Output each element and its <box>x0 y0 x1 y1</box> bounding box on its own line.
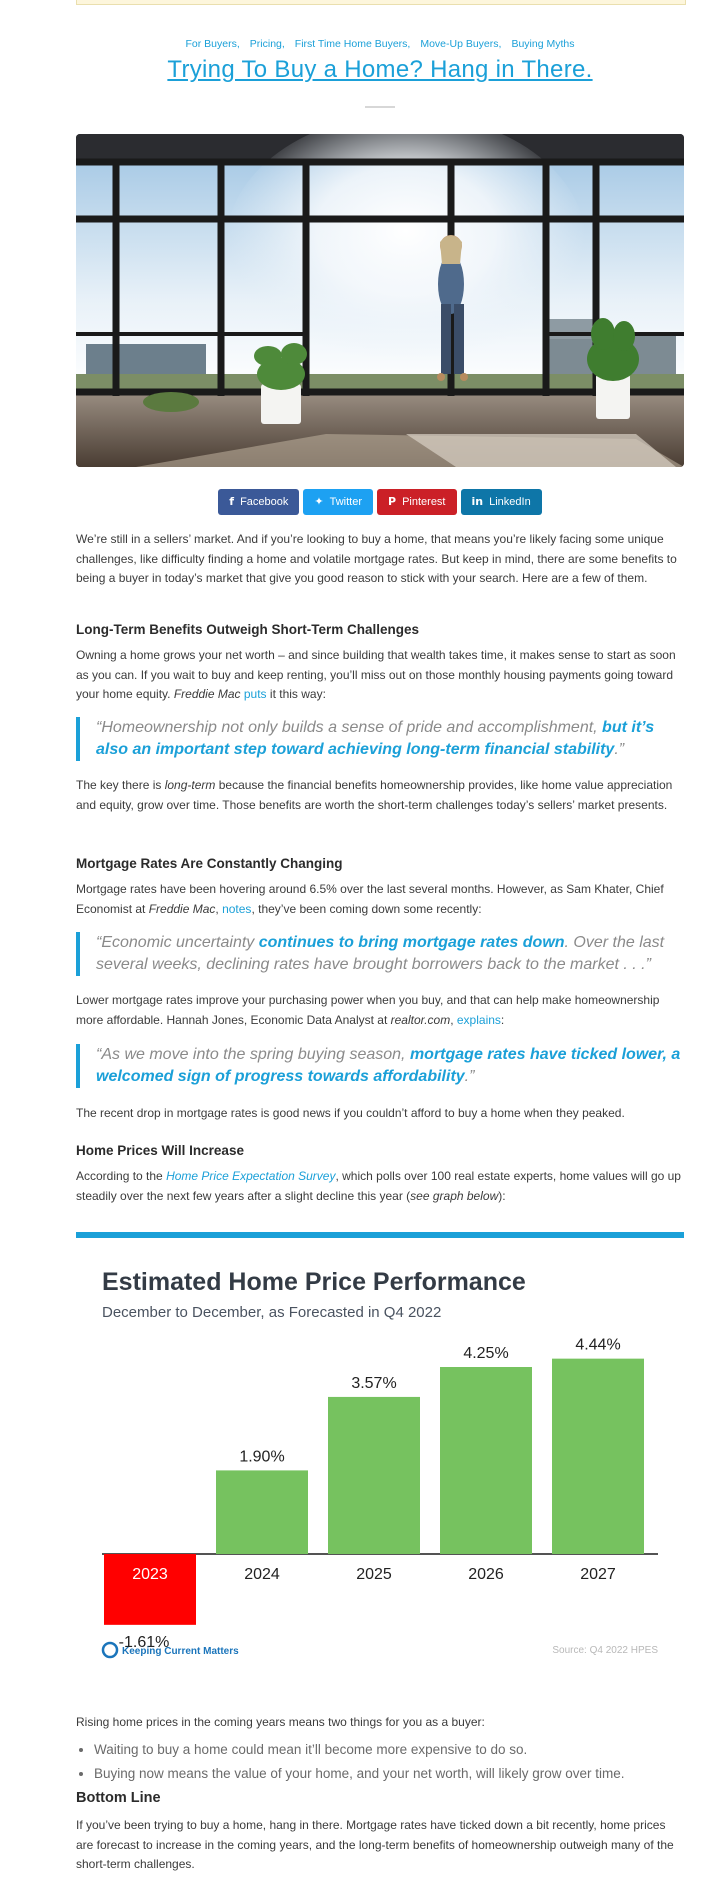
quote-text: “Homeownership not only builds a sense of pride and accomplishment, <box>96 719 603 736</box>
pinterest-label: Pinterest <box>402 496 446 508</box>
category-first-time-buyers[interactable]: First Time Home Buyers, <box>294 38 411 50</box>
linkedin-icon: in <box>471 495 484 508</box>
list-item: • Waiting to buy a home could mean it’ll become more expensive to do so. <box>94 1738 684 1762</box>
explains-link[interactable]: explains <box>456 1012 501 1027</box>
chart-bar-2023 <box>104 1554 196 1625</box>
kcm-logo-icon <box>103 1643 117 1657</box>
section3-text-end: ): <box>498 1188 506 1203</box>
facebook-label: Facebook <box>240 496 289 508</box>
kcm-logo <box>103 1643 239 1657</box>
section2-paragraph-1 <box>76 880 684 919</box>
after-chart-intro: Rising home prices in the coming years means two things for you as a buyer: <box>76 1715 485 1729</box>
section2-p2-text: Lower mortgage rates improve your purchasing power when you buy, and that can help make homeownership more affordable. Hannah Jones, Economic Data Analyst at <box>76 993 660 1027</box>
section3-paragraph-1 <box>76 1167 684 1206</box>
chart-category-label: 2023 <box>132 1566 168 1583</box>
section2-paragraph-2 <box>76 991 684 1030</box>
chart-bar-2024 <box>216 1470 308 1554</box>
article <box>76 0 684 1880</box>
section3-text: According to the <box>76 1169 167 1183</box>
chart-value-label: 4.25% <box>463 1345 509 1362</box>
facebook-icon: f <box>229 495 235 508</box>
section2-source: Freddie Mac <box>148 901 216 916</box>
quote-hannah-jones <box>76 1044 688 1088</box>
section1-text: Owning a home grows your net worth – and since building that wealth takes time, it makes sense to start as soon as you can. If you wait to buy and keep renting, you’ll miss out on those monthly housing payments going toward your home equity. <box>76 648 676 701</box>
chart-bar-2025 <box>328 1397 420 1554</box>
section1-p2-emphasis: long-term <box>164 778 216 792</box>
section2-paragraph-3: The recent drop in mortgage rates is good news if you couldn’t afford to buy a home when they peaked. <box>76 1106 625 1120</box>
home-price-chart <box>76 1232 684 1707</box>
pinterest-icon: P <box>388 495 397 508</box>
page-title[interactable]: Trying To Buy a Home? Hang in There. <box>167 56 593 83</box>
bottom-line-text: If you’ve been trying to buy a home, hang in there. Mortgage rates have ticked down a bit recently, home prices are forecast to increase in the coming years, and the long-term benefits of homeownership outweigh many of the short-term challenges. <box>76 1818 674 1871</box>
category-links <box>76 38 684 50</box>
section1-p2-text: The key there is <box>76 778 165 792</box>
chart-category-label: 2026 <box>468 1566 504 1583</box>
section3-emphasis: see graph below <box>410 1188 499 1203</box>
chart-source: Source: Q4 2022 HPES <box>552 1645 658 1656</box>
section2-p2-comma: , <box>450 1012 457 1027</box>
title-divider <box>365 106 395 108</box>
quote-highlight: but it’s also an important step toward achieving long-term financial stability <box>96 719 655 758</box>
section-heading-long-term: Long-Term Benefits Outweigh Short-Term Challenges <box>76 622 420 637</box>
twitter-label: Twitter <box>329 496 363 508</box>
category-buying-myths[interactable]: Buying Myths <box>511 38 575 50</box>
intro-paragraph: We’re still in a sellers’ market. And if you’re looking to buy a home, that means you’re likely facing some unique challenges, like difficulty finding a home and volatile mortgage rates. But keep in mind, there are some benefits to being a buyer in today’s market that give you good reason to stick with your search. Here are a few of them. <box>76 532 677 585</box>
chart-top-border <box>76 1232 684 1238</box>
chart-bar-2027 <box>552 1359 644 1554</box>
buyer-points-list <box>76 1738 684 1786</box>
quote-end: .” <box>614 741 625 758</box>
quote-highlight: mortgage rates have ticked lower, a welcomed sign of progress towards affordability <box>96 1046 681 1085</box>
section-heading-home-prices: Home Prices Will Increase <box>76 1143 244 1158</box>
quote-end: . Over the last several weeks, declining rates have brought borrowers back to the market . . .” <box>96 934 665 973</box>
chart-value-label: -1.61% <box>118 1633 170 1651</box>
section2-text-end: , they’ve been coming down some recently: <box>251 901 482 916</box>
share-buttons <box>76 489 684 515</box>
section1-paragraph-1 <box>76 646 684 705</box>
chart-category-label: 2025 <box>356 1566 392 1583</box>
chart-value-label: 1.90% <box>239 1448 285 1466</box>
linkedin-share-button[interactable] <box>461 489 542 515</box>
chart-subtitle: December to December, as Forecasted in Q4 2022 <box>102 1304 442 1321</box>
section3-text-mid: , which polls over 100 real estate experts, home values will go up steadily over the next few years after a slight decline this year ( <box>76 1169 681 1203</box>
category-for-buyers[interactable]: For Buyers, <box>185 38 240 50</box>
section2-p2-source: realtor.com <box>390 1012 451 1027</box>
section1-text-end: it this way: <box>266 687 326 701</box>
chart-value-label: 3.57% <box>351 1374 397 1392</box>
section1-puts-link[interactable]: puts <box>243 687 267 701</box>
facebook-share-button[interactable] <box>218 489 299 515</box>
bottom-line-heading: Bottom Line <box>76 1790 161 1806</box>
chart-category-label: 2024 <box>244 1566 280 1583</box>
chart-bars <box>104 1337 644 1651</box>
section2-p2-end: : <box>500 1012 505 1027</box>
chart-value-label: 4.44% <box>575 1336 621 1354</box>
quote-sam-khater <box>76 932 688 976</box>
quote-highlight: continues to bring mortgage rates down <box>258 934 565 951</box>
chart-title: Estimated Home Price Performance <box>102 1268 526 1296</box>
category-move-up-buyers[interactable]: Move-Up Buyers, <box>420 38 502 50</box>
section1-paragraph-2 <box>76 776 684 815</box>
category-pricing[interactable]: Pricing, <box>249 38 285 50</box>
section-heading-mortgage-rates: Mortgage Rates Are Constantly Changing <box>76 856 343 871</box>
quote-end: .” <box>464 1068 475 1085</box>
list-item: • Buying now means the value of your home, and your net worth, will likely grow over time. <box>94 1762 684 1786</box>
quote-text: “As we move into the spring buying season, <box>96 1046 410 1063</box>
quote-text: “Economic uncertainty <box>96 934 259 951</box>
linkedin-label: LinkedIn <box>489 496 531 508</box>
hpes-link[interactable]: Home Price Expectation Survey <box>166 1169 336 1183</box>
kcm-logo-text: Keeping Current Matters <box>122 1646 239 1657</box>
section1-p2-end: because the financial benefits homeownership provides, like home value appreciation and equity, grow over time. Those benefits are worth the short-term challenges today’s sellers’ market presents. <box>76 778 673 812</box>
pinterest-share-button[interactable] <box>377 489 456 515</box>
chart-category-label: 2027 <box>580 1566 616 1583</box>
section2-comma: , <box>215 901 223 916</box>
twitter-icon: ✦ <box>314 495 324 508</box>
chart-bar-2026 <box>440 1367 532 1554</box>
notes-link[interactable]: notes <box>222 901 252 916</box>
section2-text: Mortgage rates have been hovering around 6.5% over the last several months. However, as Sam Khater, Chief Economist at <box>76 882 664 916</box>
hero-image <box>76 134 684 467</box>
section1-source: Freddie Mac <box>173 687 241 701</box>
twitter-share-button[interactable] <box>303 489 373 515</box>
quote-freddie-mac <box>76 717 688 761</box>
